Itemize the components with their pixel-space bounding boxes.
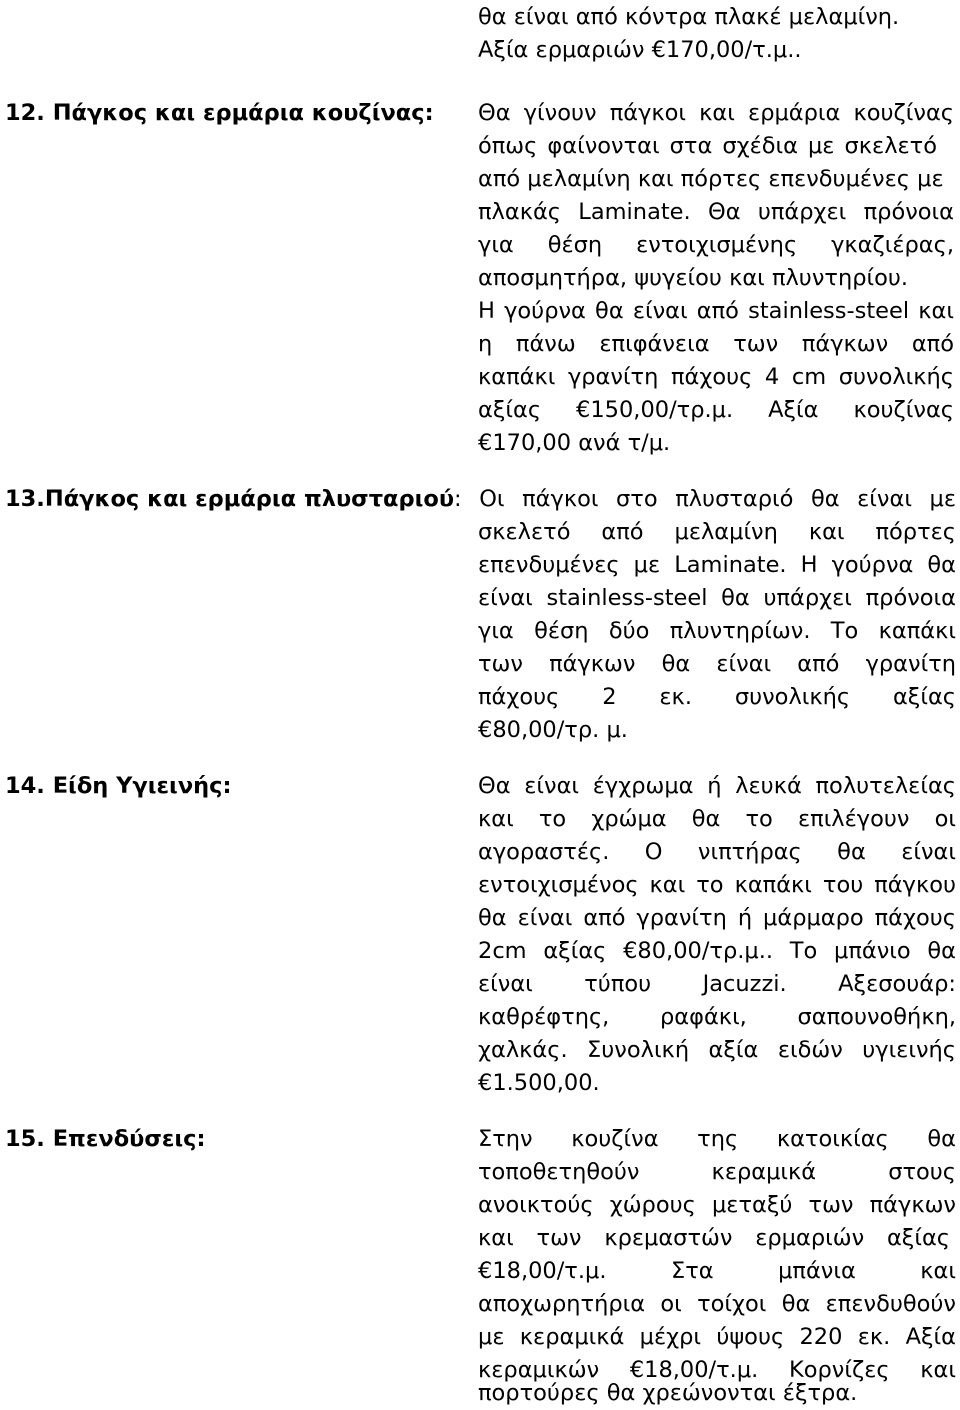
section-15-line: πορτούρες θα χρεώνονται έξτρα. (478, 1380, 858, 1406)
section-13-line: για θέση δύο πλυντηρίων. Το καπάκι (478, 618, 956, 644)
section-14-line: Θα είναι έγχρωμα ή λευκά πολυτελείας (478, 773, 956, 799)
section-12-line: €170,00 ανά τ/μ. (478, 430, 671, 456)
section-12-line: αξίας €150,00/τρ.μ. Αξία κουζίνας (478, 397, 954, 423)
section-12-heading: 12. Πάγκος και ερμάρια κουζίνας: (5, 100, 434, 126)
section-14-line: 2cm αξίας €80,00/τρ.μ.. Το μπάνιο θα (478, 938, 956, 964)
section-15-line: €18,00/τ.μ. Στα μπάνια και (478, 1258, 956, 1284)
section-12-line: Η γούρνα θα είναι από stainless-steel και (478, 298, 954, 324)
section-14-line: και το χρώμα θα το επιλέγουν οι (478, 806, 956, 832)
section-15-line: κεραμικών €18,00/τ.μ. Κορνίζες και (478, 1357, 956, 1383)
section-13-line: €80,00/τρ. μ. (478, 717, 628, 743)
section-14-line: αγοραστές. Ο νιπτήρας θα είναι (478, 839, 956, 865)
section-15-line: και των κρεμαστών ερμαριών αξίας (478, 1225, 950, 1251)
section-14-line: €1.500,00. (478, 1070, 600, 1096)
section-13-heading-row (5, 482, 956, 516)
section-12-line: όπως φαίνονται στα σχέδια με σκελετό (478, 133, 937, 159)
section-12-line: η πάνω επιφάνεια των πάγκων από (478, 331, 954, 357)
section-14-line: εντοιχισμένος και το καπάκι του πάγκου (478, 872, 956, 898)
section-13-heading-tail: : Οι πάγκοι στο πλυσταριό θα είναι με (454, 486, 956, 512)
section-12-line: αποσμητήρα, ψυγείου και πλυντηρίου. (478, 265, 909, 291)
section-13-heading: 13.Πάγκος και ερμάρια πλυσταριού (5, 486, 455, 512)
section-13-line: επενδυμένες με Laminate. Η γούρνα θα (478, 552, 956, 578)
section-12-line: Θα γίνουν πάγκοι και ερμάρια κουζίνας (478, 100, 954, 126)
section-14-line: είναι τύπου Jacuzzi. Αξεσουάρ: (478, 971, 956, 997)
intro-line: Αξία ερμαριών €170,00/τ.μ.. (478, 37, 802, 63)
section-15-line: ανοικτούς χώρους μεταξύ των πάγκων (478, 1192, 956, 1218)
section-15-line: τοποθετηθούν κεραμικά στους (478, 1159, 956, 1185)
section-14-heading: 14. Είδη Υγιεινής: (5, 773, 232, 799)
section-14-line: καθρέφτης, ραφάκι, σαπουνοθήκη, (478, 1004, 956, 1030)
section-12-line: καπάκι γρανίτη πάχους 4 cm συνολικής (478, 364, 954, 390)
intro-line: θα είναι από κόντρα πλακέ μελαμίνη. (478, 4, 900, 30)
section-15-line: αποχωρητήρια οι τοίχοι θα επενδυθούν (478, 1291, 956, 1317)
section-14-line: θα είναι από γρανίτη ή μάρμαρο πάχους (478, 905, 956, 931)
section-15-heading: 15. Επενδύσεις: (5, 1126, 206, 1152)
section-13-line: είναι stainless-steel θα υπάρχει πρόνοια (478, 585, 956, 611)
section-12-line: από μελαμίνη και πόρτες επενδυμένες με (478, 166, 944, 192)
section-12-line: για θέση εντοιχισμένης γκαζιέρας, (478, 232, 954, 258)
section-13-line: σκελετό από μελαμίνη και πόρτες (478, 519, 956, 545)
section-14-line: χαλκάς. Συνολική αξία ειδών υγιεινής (478, 1037, 956, 1063)
section-13-line: πάχους 2 εκ. συνολικής αξίας (478, 684, 956, 710)
section-15-line: Στην κουζίνα της κατοικίας θα (478, 1126, 956, 1152)
section-13-line: των πάγκων θα είναι από γρανίτη (478, 651, 956, 677)
section-15-line: με κεραμικά μέχρι ύψους 220 εκ. Αξία (478, 1324, 956, 1350)
section-12-line: πλακάς Laminate. Θα υπάρχει πρόνοια (478, 199, 954, 225)
